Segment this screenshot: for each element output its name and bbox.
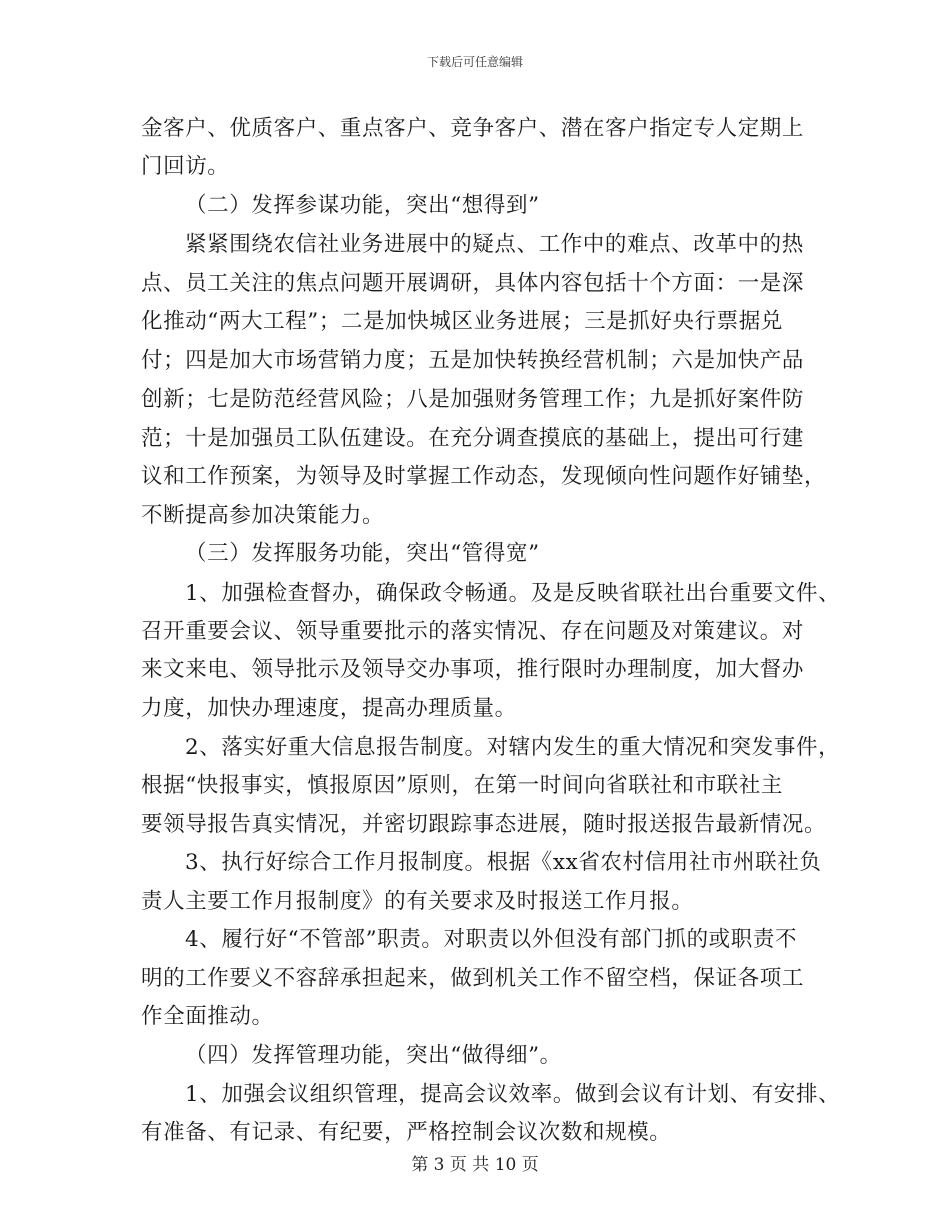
text-line: 范；十是加强员工队伍建设。在充分调查摸底的基础上，提出可行建	[141, 426, 805, 451]
text-line: 来文来电、领导批示及领导交办事项，推行限时办理制度，加大督办	[141, 657, 805, 682]
text-line: 要领导报告真实情况，并密切跟踪事态进展，随时报送报告最新情况。	[141, 812, 827, 837]
text-line: （四）发挥管理功能，突出“做得细”。	[185, 1043, 562, 1068]
text-line: （三）发挥服务功能，突出“管得宽”	[185, 541, 540, 566]
text-line: 3、执行好综合工作月报制度。根据《xx省农村信用社市州联社负	[185, 850, 822, 875]
text-line: 付；四是加大市场营销力度；五是加快转换经营机制；六是加快产品	[141, 348, 805, 373]
text-line: 议和工作预案，为领导及时掌握工作动态，发现倾向性问题作好铺垫，	[141, 464, 827, 489]
text-line: 门回访。	[141, 154, 230, 179]
text-line: 不断提高参加决策能力。	[141, 503, 385, 528]
text-line: 召开重要会议、领导重要批示的落实情况、存在问题及对策建议。对	[141, 619, 805, 644]
text-line: 紧紧围绕农信社业务进展中的疑点、工作中的难点、改革中的热	[185, 232, 804, 257]
text-line: 创新；七是防范经营风险；八是加强财务管理工作；九是抓好案件防	[141, 387, 805, 412]
text-line: 作全面推动。	[141, 1004, 274, 1029]
text-line: 4、履行好“不管部”职责。对职责以外但没有部门抓的或职责不	[185, 927, 798, 952]
text-line: （二）发挥参谋功能，突出“想得到”	[185, 193, 540, 218]
text-line: 明的工作要义不容辞承担起来，做到机关工作不留空档，保证各项工	[141, 966, 805, 991]
text-line: 1、加强检查督办，确保政令畅通。及是反映省联社出台重要文件、	[185, 581, 841, 606]
text-line: 化推动“两大工程”；二是加快城区业务进展；三是抓好央行票据兑	[141, 309, 783, 334]
text-line: 责人主要工作月报制度》的有关要求及时报送工作月报。	[141, 889, 694, 914]
page-footer: 第 3 页 共 10 页	[411, 1155, 539, 1175]
text-line: 力度，加快办理速度，提高办理质量。	[141, 696, 517, 721]
page-header: 下载后可任意编辑	[426, 55, 523, 69]
text-line: 有准备、有记录、有纪要，严格控制会议次数和规模。	[141, 1120, 672, 1145]
text-line: 点、员工关注的焦点问题开展调研，具体内容包括十个方面：一是深	[141, 271, 805, 296]
text-line: 1、加强会议组织管理，提高会议效率。做到会议有计划、有安排、	[185, 1082, 841, 1107]
text-line: 金客户、优质客户、重点客户、竞争客户、潜在客户指定专人定期上	[141, 116, 805, 141]
text-line: 2、落实好重大信息报告制度。对辖内发生的重大情况和突发事件，	[185, 735, 841, 760]
text-line: 根据“快报事实，慎报原因”原则，在第一时间向省联社和市联社主	[141, 773, 783, 798]
